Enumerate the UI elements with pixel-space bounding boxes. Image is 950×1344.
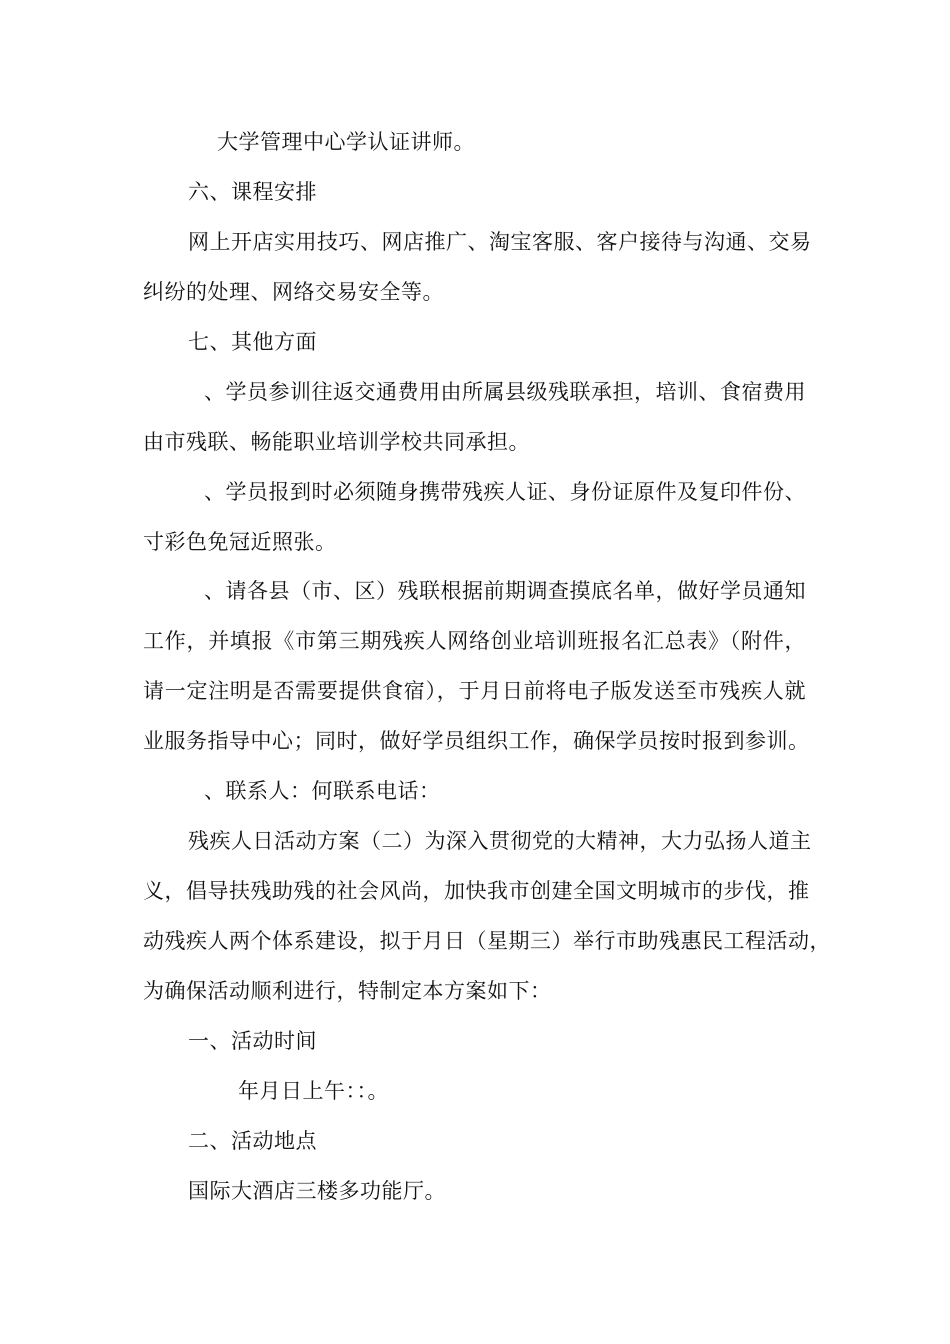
text-line: 国际大酒店三楼多功能厅。: [188, 1179, 446, 1203]
text-line: 为确保活动顺利进行，特制定本方案如下：: [143, 979, 552, 1003]
section-heading: 一、活动时间: [188, 1029, 317, 1053]
text-line: 网上开店实用技巧、网店推广、淘宝客服、客户接待与沟通、交易: [188, 230, 812, 254]
text-line: 、学员参训往返交通费用由所属县级残联承担，培训、食宿费用: [204, 380, 806, 404]
text-line: 、请各县（市、区）残联根据前期调查摸底名单，做好学员通知: [204, 579, 806, 603]
text-line: 大学管理中心学认证讲师。: [217, 130, 475, 154]
text-line: 义，倡导扶残助残的社会风尚，加快我市创建全国文明城市的步伐，推: [143, 879, 810, 903]
section-heading: 二、活动地点: [188, 1129, 317, 1153]
text-line: 纠纷的处理、网络交易安全等。: [143, 280, 444, 304]
text-line: 、联系人：何联系电话：: [204, 779, 441, 803]
text-line: 业服务指导中心；同时，做好学员组织工作，确保学员按时报到参训。: [143, 729, 810, 753]
text-line: 工作，并填报《市第三期残疾人网络创业培训班报名汇总表》（附件，: [143, 629, 806, 653]
section-heading: 七、其他方面: [188, 330, 317, 354]
text-line: 残疾人日活动方案（二）为深入贯彻党的大精神，大力弘扬人道主: [188, 829, 812, 853]
text-line: 寸彩色免冠近照张。: [143, 530, 337, 554]
text-line: 请一定注明是否需要提供食宿），于月日前将电子版发送至市残疾人就: [143, 679, 806, 703]
section-heading: 六、课程安排: [188, 180, 317, 204]
text-line: 动残疾人两个体系建设，拟于月日（星期三）举行市助残惠民工程活动，: [143, 929, 831, 953]
text-line: 、学员报到时必须随身携带残疾人证、身份证原件及复印件份、: [204, 480, 806, 504]
text-line: 由市残联、畅能职业培训学校共同承担。: [143, 430, 530, 454]
text-line: 年月日上午：：。: [238, 1079, 389, 1103]
